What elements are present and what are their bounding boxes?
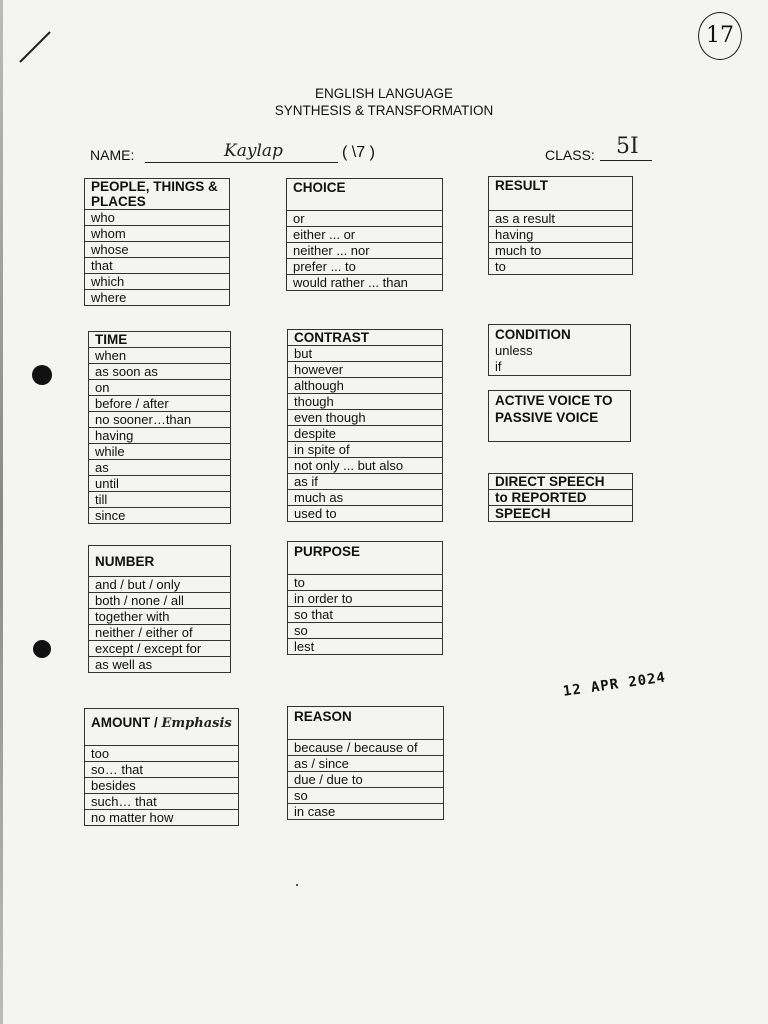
box-condition — [488, 324, 631, 376]
header-subtitle: SYNTHESIS & TRANSFORMATION — [274, 103, 494, 118]
list-item: neither ... nor — [287, 243, 443, 259]
page-number-circle — [698, 12, 742, 60]
list-item: since — [89, 508, 231, 524]
list-item: so — [288, 788, 444, 804]
page-number: 17 — [706, 23, 734, 48]
box-title-text: AMOUNT / — [91, 715, 158, 730]
list-item: such… that — [85, 794, 239, 810]
index-number: ( \7 ) — [342, 144, 375, 161]
list-item: as soon as — [89, 364, 231, 380]
list-item: in spite of — [288, 442, 443, 458]
binder-hole — [33, 640, 51, 658]
list-item: besides — [85, 778, 239, 794]
list-item: having — [89, 428, 231, 444]
list-item: much as — [288, 490, 443, 506]
list-item: used to — [288, 506, 443, 522]
list-item: that — [85, 258, 230, 274]
list-item: although — [288, 378, 443, 394]
list-item: which — [85, 274, 230, 290]
list-item: because / because of — [288, 740, 444, 756]
header-title: ENGLISH LANGUAGE — [314, 86, 454, 101]
list-item: having — [489, 227, 633, 243]
box-title-line: DIRECT SPEECH — [489, 474, 633, 490]
class-underline — [600, 160, 652, 161]
box-contrast — [287, 329, 443, 522]
box-purpose — [287, 541, 443, 655]
list-item: unless — [495, 343, 533, 358]
list-item: would rather ... than — [287, 275, 443, 291]
box-choice — [286, 178, 443, 291]
box-title-line: to REPORTED — [489, 490, 633, 506]
box-title: PURPOSE — [288, 542, 443, 575]
box-number — [88, 545, 231, 673]
list-item: whose — [85, 242, 230, 258]
box-title: REASON — [288, 707, 444, 740]
box-title-line: SPEECH — [489, 506, 633, 522]
scan-edge — [0, 0, 3, 1024]
list-item: in case — [288, 804, 444, 820]
list-item: as / since — [288, 756, 444, 772]
name-value: Kaylap — [224, 141, 283, 161]
box-title: PEOPLE, THINGS & PLACES — [85, 179, 230, 210]
date-stamp: 12 APR 2024 — [562, 669, 667, 700]
list-item: neither / either of — [89, 625, 231, 641]
list-item: when — [89, 348, 231, 364]
list-item: until — [89, 476, 231, 492]
box-direct-to-reported — [488, 473, 633, 522]
list-item: prefer ... to — [287, 259, 443, 275]
list-item: so — [288, 623, 443, 639]
list-item: so… that — [85, 762, 239, 778]
list-item: both / none / all — [89, 593, 231, 609]
list-item: as — [89, 460, 231, 476]
box-amount-emphasis — [84, 708, 239, 826]
list-item: however — [288, 362, 443, 378]
box-title: CONDITION — [495, 327, 571, 342]
list-item: despite — [288, 426, 443, 442]
list-item: due / due to — [288, 772, 444, 788]
list-item: to — [288, 575, 443, 591]
name-label: NAME: — [90, 147, 135, 163]
box-title: ACTIVE VOICE TO PASSIVE VOICE — [495, 393, 613, 425]
box-result — [488, 176, 633, 275]
box-title: TIME — [89, 332, 231, 348]
box-title-handwritten: Emphasis — [161, 716, 232, 731]
list-item: on — [89, 380, 231, 396]
list-item: whom — [85, 226, 230, 242]
list-item: too — [85, 746, 239, 762]
pen-stroke-mark — [16, 28, 56, 68]
list-item: even though — [288, 410, 443, 426]
box-reason — [287, 706, 444, 820]
list-item: or — [287, 211, 443, 227]
box-active-to-passive — [488, 390, 631, 442]
list-item: lest — [288, 639, 443, 655]
list-item: if — [495, 359, 502, 374]
box-title — [85, 709, 239, 746]
list-item: together with — [89, 609, 231, 625]
box-title: CONTRAST — [288, 330, 443, 346]
list-item: while — [89, 444, 231, 460]
list-item: no sooner…than — [89, 412, 231, 428]
list-item: as well as — [89, 657, 231, 673]
binder-hole — [32, 365, 52, 385]
list-item: before / after — [89, 396, 231, 412]
box-time — [88, 331, 231, 524]
list-item: where — [85, 290, 230, 306]
list-item: not only ... but also — [288, 458, 443, 474]
list-item: in order to — [288, 591, 443, 607]
list-item: till — [89, 492, 231, 508]
speck — [296, 884, 298, 886]
box-title: CHOICE — [287, 179, 443, 211]
list-item: though — [288, 394, 443, 410]
list-item: no matter how — [85, 810, 239, 826]
list-item: and / but / only — [89, 577, 231, 593]
class-value: 5I — [616, 134, 639, 159]
list-item: but — [288, 346, 443, 362]
list-item: except / except for — [89, 641, 231, 657]
list-item: so that — [288, 607, 443, 623]
list-item: as a result — [489, 211, 633, 227]
name-underline — [145, 162, 338, 163]
list-item: either ... or — [287, 227, 443, 243]
list-item: much to — [489, 243, 633, 259]
box-people-things-places — [84, 178, 230, 306]
list-item: as if — [288, 474, 443, 490]
box-title: NUMBER — [89, 546, 231, 577]
class-label: CLASS: — [545, 147, 595, 163]
list-item: to — [489, 259, 633, 275]
list-item: who — [85, 210, 230, 226]
box-title: RESULT — [489, 177, 633, 211]
